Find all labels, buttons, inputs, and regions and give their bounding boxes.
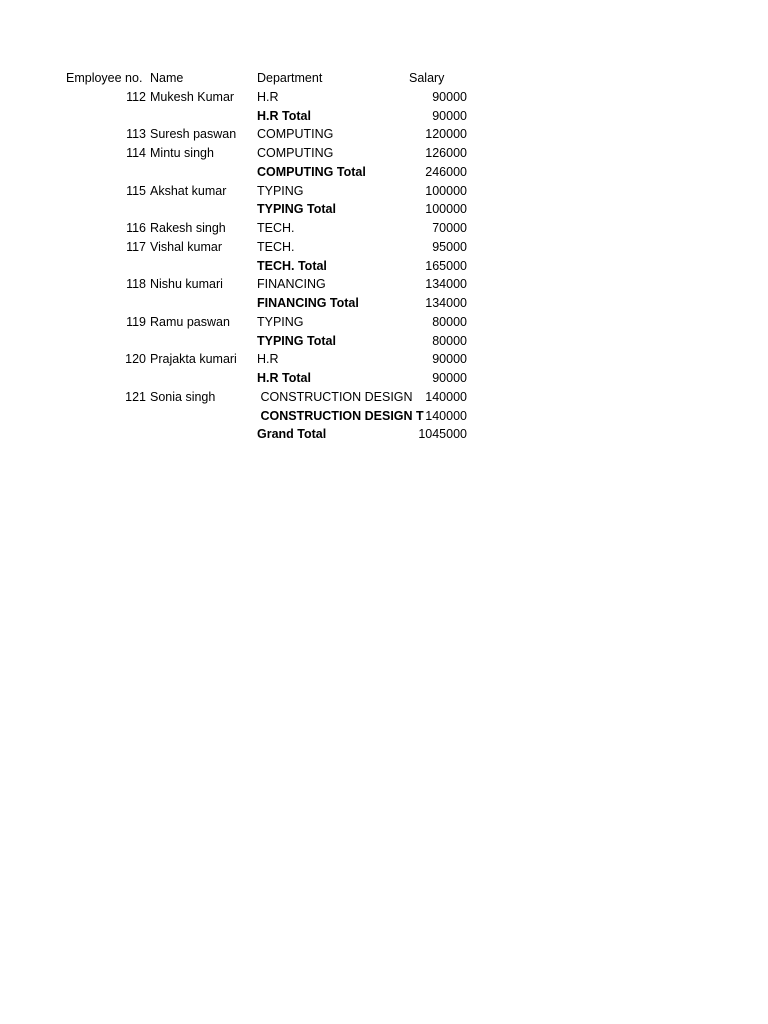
header-department: Department <box>257 71 323 85</box>
name-cell: Prajakta kumari <box>150 352 237 367</box>
total-row <box>62 163 482 182</box>
salary-cell: 100000 <box>425 202 467 217</box>
salary-cell: 90000 <box>432 352 467 367</box>
department-cell: H.R Total <box>257 371 311 385</box>
salary-cell: 90000 <box>432 108 467 123</box>
salary-cell: 140000 <box>425 389 467 404</box>
total-row <box>62 369 482 388</box>
department-cell: COMPUTING Total <box>257 164 366 179</box>
salary-cell: 90000 <box>432 371 467 385</box>
total-row <box>62 425 482 444</box>
department-cell: H.R <box>257 89 279 104</box>
name-cell: Mukesh Kumar <box>150 89 235 104</box>
department-cell: Grand Total <box>257 427 327 442</box>
table-row <box>62 219 482 238</box>
department-cell: FINANCING Total <box>257 296 359 310</box>
department-cell: H.R Total <box>257 108 311 123</box>
salary-cell: 80000 <box>432 314 467 329</box>
table-row <box>62 313 482 332</box>
total-row <box>62 257 482 276</box>
name-cell: Ramu paswan <box>150 314 230 329</box>
employee-no-cell: 113 <box>126 127 146 142</box>
total-row <box>62 407 482 426</box>
department-cell: FINANCING <box>257 277 326 292</box>
department-cell: CONSTRUCTION DESIGN T <box>257 408 424 423</box>
salary-cell: 80000 <box>432 333 467 348</box>
table-body <box>62 88 482 444</box>
table-row <box>62 182 482 201</box>
table-row <box>62 350 482 369</box>
department-cell: TYPING Total <box>257 202 336 217</box>
salary-cell: 246000 <box>425 164 467 179</box>
table-row <box>62 388 482 407</box>
salary-cell: 120000 <box>425 127 467 142</box>
name-cell: Mintu singh <box>150 146 214 160</box>
name-cell: Sonia singh <box>150 389 216 404</box>
table-row <box>62 88 482 107</box>
employee-no-cell: 112 <box>126 89 146 104</box>
salary-cell: 140000 <box>425 408 467 423</box>
employee-no-cell: 120 <box>125 352 146 367</box>
department-cell: TYPING <box>257 314 304 329</box>
employee-no-cell: 121 <box>125 389 146 404</box>
total-row <box>62 294 482 313</box>
name-cell: Rakesh singh <box>150 221 226 235</box>
salary-cell: 100000 <box>425 183 467 198</box>
employee-no-cell: 117 <box>126 239 146 254</box>
total-row <box>62 200 482 219</box>
salary-table <box>62 69 482 444</box>
employee-no-cell: 115 <box>126 183 146 198</box>
table-row <box>62 275 482 294</box>
employee-no-cell: 116 <box>126 221 146 235</box>
employee-no-cell: 118 <box>126 277 146 292</box>
header-name: Name <box>150 71 184 85</box>
salary-cell: 95000 <box>432 239 467 254</box>
department-cell: CONSTRUCTION DESIGN <box>257 389 413 404</box>
salary-cell: 165000 <box>425 258 467 273</box>
department-cell: TECH. <box>257 239 295 254</box>
salary-cell: 1045000 <box>418 427 467 442</box>
department-cell: H.R <box>257 352 279 367</box>
department-cell: TYPING Total <box>257 333 336 348</box>
employee-no-cell: 114 <box>126 146 146 160</box>
table-row <box>62 238 482 257</box>
total-row <box>62 107 482 126</box>
total-row <box>62 332 482 351</box>
department-cell: COMPUTING <box>257 146 334 160</box>
name-cell: Akshat kumar <box>150 183 227 198</box>
name-cell: Nishu kumari <box>150 277 223 292</box>
table-row <box>62 144 482 163</box>
salary-cell: 70000 <box>432 221 467 235</box>
salary-cell: 90000 <box>432 89 467 104</box>
table-row <box>62 125 482 144</box>
department-cell: TYPING <box>257 183 304 198</box>
header-salary: Salary <box>409 71 445 85</box>
header-employee-no: Employee no. <box>66 71 143 85</box>
employee-no-cell: 119 <box>126 314 146 329</box>
department-cell: TECH. <box>257 221 295 235</box>
department-cell: TECH. Total <box>257 258 327 273</box>
department-cell: COMPUTING <box>257 127 334 142</box>
name-cell: Suresh paswan <box>150 127 237 142</box>
name-cell: Vishal kumar <box>150 239 223 254</box>
salary-cell: 134000 <box>425 277 467 292</box>
salary-cell: 126000 <box>425 146 467 160</box>
header-row <box>62 69 482 88</box>
salary-cell: 134000 <box>425 296 467 310</box>
